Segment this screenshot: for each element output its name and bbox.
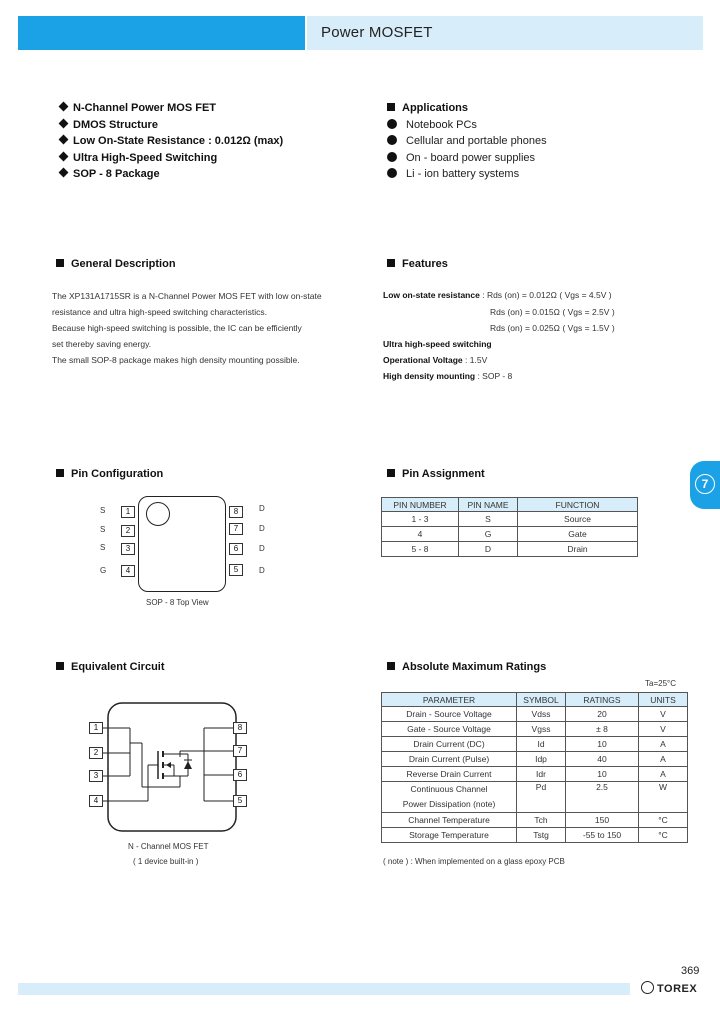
pin-number-box: 7 [233,745,247,757]
absolute-max-ratings-title: Absolute Maximum Ratings [387,661,546,673]
pin-label: D [259,524,265,533]
table-row: Continuous Channel Power Dissipation (note) Pd 2.5 W [382,782,688,813]
pin-number-box: 8 [229,506,243,518]
pin-number-box: 6 [229,543,243,555]
pin-label: S [100,543,106,552]
square-bullet-icon [387,259,395,267]
feature-line: Rds (on) = 0.015Ω ( Vgs = 2.5V ) [490,307,615,317]
pin-label: S [100,525,106,534]
table-row: 1 - 3 S Source [382,512,638,527]
table-header-row [382,693,688,707]
circuit-caption: N - Channel MOS FET [128,842,209,851]
column-header: UNITS [639,693,688,707]
diamond-bullet-icon [59,102,69,112]
general-description-text: The XP131A1715SR is a N-Channel Power MOS FET with low on-state resistance and ultra high-speed switching characteristics. Because high-speed switching is possible, the IC can be efficiently set thereby saving energy. The small SOP-8 package makes high density mounting possible. [52,291,322,365]
highlight-item: DMOS Structure [60,119,283,136]
page-number: 369 [681,965,700,977]
pin-number-box: 3 [89,770,103,782]
pin-number-box: 6 [233,769,247,781]
column-header: RATINGS [566,693,639,707]
pin-number-box: 4 [89,795,103,807]
dot-bullet-icon [387,135,397,145]
pin-number-box: 2 [121,525,135,537]
highlight-item: N-Channel Power MOS FET [60,102,283,119]
table-row: Channel Temperature Tch 150 °C [382,813,688,828]
feature-line: Low on-state resistance : Rds (on) = 0.012Ω ( Vgs = 4.5V ) [383,290,612,300]
circuit-caption: ( 1 device built-in ) [133,857,199,866]
pin-label: S [100,506,106,515]
pin-label: G [100,566,107,575]
footer-band [18,983,630,995]
header-band [18,16,305,50]
column-header: FUNCTION [518,498,638,512]
table-note: ( note ) : When implemented on a glass epoxy PCB [383,857,565,866]
logo-icon [641,981,654,994]
pin-number-box: 5 [233,795,247,807]
pin-assignment-table [381,497,638,557]
pin-label: D [259,566,265,575]
pin-label: D [259,504,265,513]
feature-line: High density mounting : SOP - 8 [383,371,513,381]
dot-bullet-icon [387,119,397,129]
torex-logo: TOREX [641,981,697,995]
table-row: Drain - Source Voltage Vdss 20 V [382,707,688,722]
pin-number-box: 7 [229,523,243,535]
column-header: PIN NAME [459,498,518,512]
highlight-item: Ultra High-Speed Switching [60,152,283,169]
pin-assignment-title: Pin Assignment [387,468,485,480]
applications-title: Applications [387,102,547,119]
page-title: Power MOSFET [321,24,433,41]
application-item: Cellular and portable phones [387,135,547,152]
absolute-max-ratings-table [381,692,688,843]
square-bullet-icon [387,103,395,111]
diode-icon [184,761,192,769]
diamond-bullet-icon [59,135,69,145]
chapter-number: 7 [695,474,715,494]
pin-number-box: 4 [121,565,135,577]
pin1-marker-icon [146,502,170,526]
feature-line: Ultra high-speed switching [383,339,492,349]
application-item: On - board power supplies [387,152,547,169]
table-row: 5 - 8 D Drain [382,542,638,557]
pin-config-caption: SOP - 8 Top View [146,598,209,607]
table-row: Drain Current (DC) Id 10 A [382,737,688,752]
feature-line: Rds (on) = 0.025Ω ( Vgs = 1.5V ) [490,323,615,333]
square-bullet-icon [387,662,395,670]
pin-number-box: 1 [121,506,135,518]
applications-section [387,102,547,185]
arrow-icon [166,762,171,768]
diamond-bullet-icon [59,151,69,161]
diamond-bullet-icon [59,168,69,178]
pin-number-box: 3 [121,543,135,555]
column-header: SYMBOL [517,693,566,707]
square-bullet-icon [56,259,64,267]
equivalent-circuit-title: Equivalent Circuit [56,661,165,673]
square-bullet-icon [387,469,395,477]
table-row: Gate - Source Voltage Vgss ± 8 V [382,722,688,737]
table-row: Reverse Drain Current Idr 10 A [382,767,688,782]
diamond-bullet-icon [59,118,69,128]
table-row: Storage Temperature Tstg -55 to 150 °C [382,828,688,843]
application-item: Notebook PCs [387,119,547,136]
column-header: PIN NUMBER [382,498,459,512]
general-description-title: General Description [56,258,176,270]
package-outline [108,703,236,831]
highlight-item: SOP - 8 Package [60,168,283,185]
pin-number-box: 1 [89,722,103,734]
dot-bullet-icon [387,168,397,178]
pin-label: D [259,544,265,553]
pin-number-box: 5 [229,564,243,576]
table-header-row [382,498,638,512]
square-bullet-icon [56,662,64,670]
highlight-list [60,102,283,185]
features-title: Features [387,258,448,270]
ambient-condition: Ta=25°C [645,679,676,688]
square-bullet-icon [56,469,64,477]
table-row: 4 G Gate [382,527,638,542]
application-item: Li - ion battery systems [387,168,547,185]
pin-number-box: 2 [89,747,103,759]
highlight-item: Low On-State Resistance : 0.012Ω (max) [60,135,283,152]
pin-number-box: 8 [233,722,247,734]
feature-line: Operational Voltage : 1.5V [383,355,488,365]
column-header: PARAMETER [382,693,517,707]
table-row: Drain Current (Pulse) Idp 40 A [382,752,688,767]
dot-bullet-icon [387,152,397,162]
pin-configuration-title: Pin Configuration [56,468,163,480]
